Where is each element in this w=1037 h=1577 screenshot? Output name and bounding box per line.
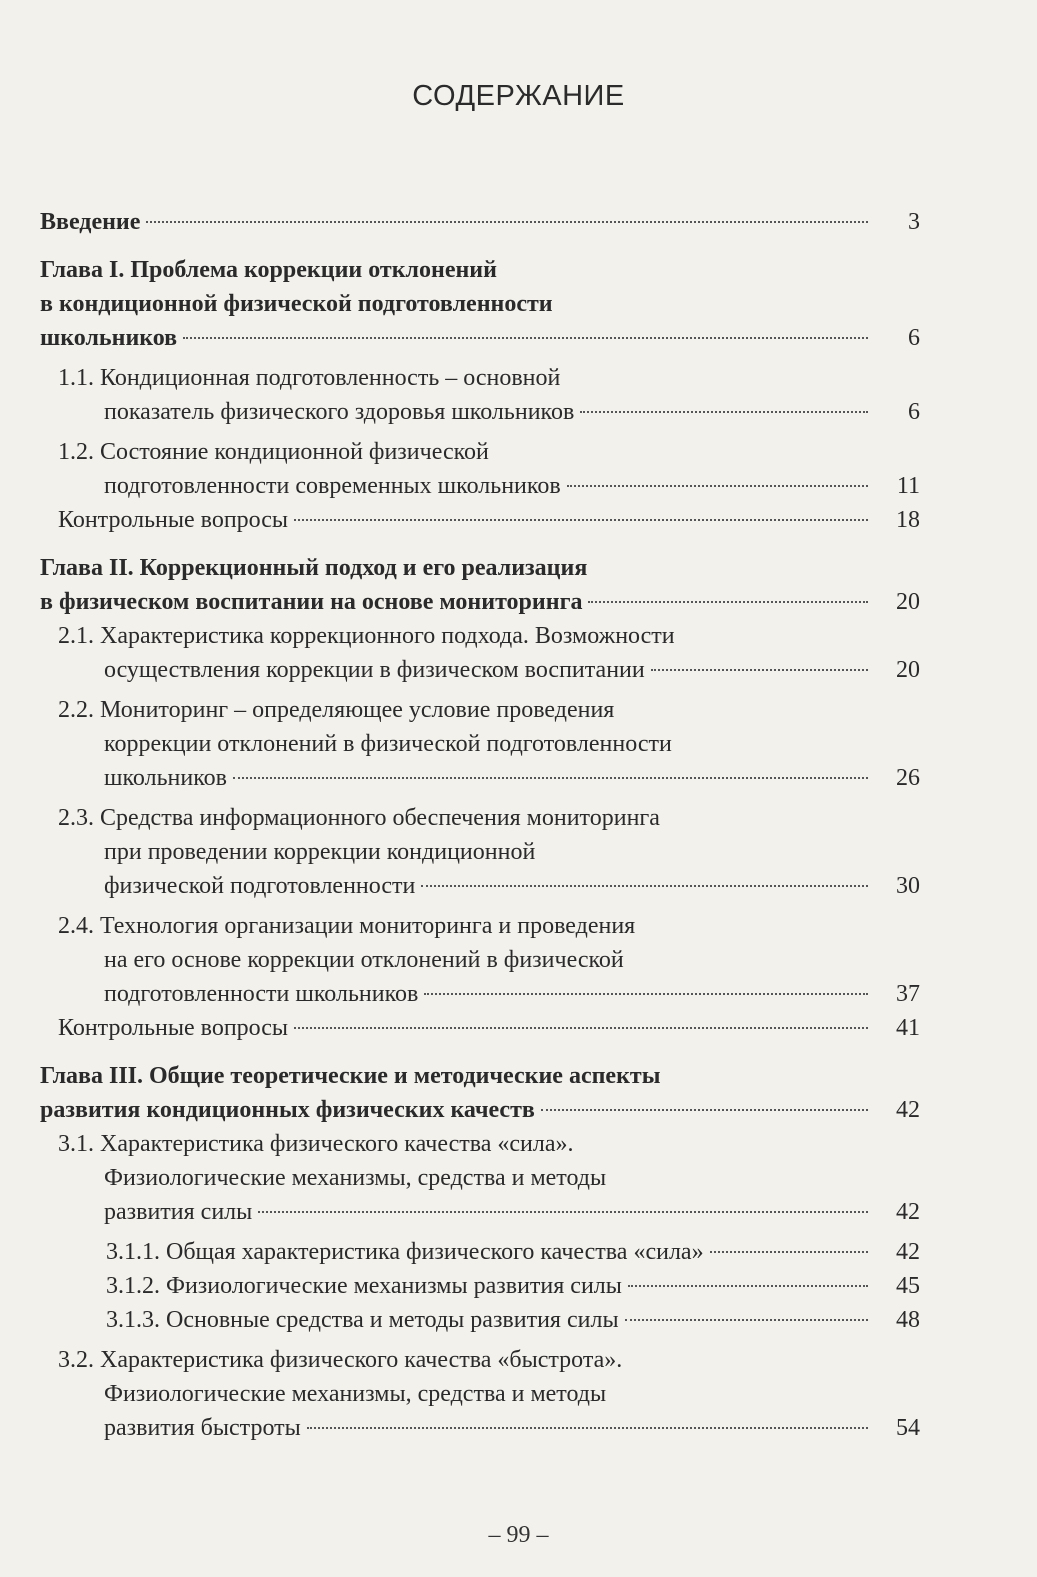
- toc-page-number: 6: [908, 325, 920, 351]
- toc-page-number: 37: [896, 981, 920, 1007]
- dot-leader: [424, 993, 868, 995]
- toc-entry-review-questions-1[interactable]: [40, 503, 920, 537]
- dot-leader: [183, 337, 868, 339]
- dot-leader: [541, 1109, 868, 1111]
- toc-page-number: 26: [896, 765, 920, 791]
- toc-entry-3-1-1[interactable]: [40, 1235, 920, 1269]
- toc-entry-title: подготовленности современных школьников: [104, 473, 561, 499]
- toc-page-number: 11: [896, 473, 920, 499]
- toc-page-number: 30: [896, 873, 920, 899]
- toc-entry-2-1[interactable]: [40, 619, 920, 687]
- toc-page-number: 20: [896, 589, 920, 615]
- toc-entry-title: 3.2. Характеристика физического качества «быстрота».: [58, 1347, 623, 1373]
- toc-entry-title: 3.1.1. Общая характеристика физического качества «сила»: [106, 1239, 704, 1265]
- dot-leader: [628, 1285, 868, 1287]
- dot-leader: [258, 1211, 868, 1213]
- page-number-footer: – 99 –: [488, 1522, 549, 1548]
- toc-entry-title: осуществления коррекции в физическом воспитании: [104, 657, 645, 683]
- toc-entry-title: в кондиционной физической подготовленности: [40, 291, 553, 317]
- dot-leader: [710, 1251, 868, 1253]
- toc-entry-3-1-3[interactable]: [40, 1303, 920, 1337]
- dot-leader: [294, 519, 868, 521]
- toc-page-number: 54: [896, 1415, 920, 1441]
- dot-leader: [146, 221, 868, 223]
- dot-leader: [233, 777, 868, 779]
- toc-entry-title: 3.1. Характеристика физического качества «сила».: [58, 1131, 574, 1157]
- toc-entry-title: 3.1.3. Основные средства и методы развития силы: [106, 1307, 619, 1333]
- toc-entry-1-1[interactable]: [40, 361, 920, 429]
- dot-leader: [421, 885, 868, 887]
- toc-entry-title: развития быстроты: [104, 1415, 301, 1441]
- toc-entry-title: 1.2. Состояние кондиционной физической: [58, 439, 489, 465]
- toc-entry-title: Контрольные вопросы: [58, 507, 289, 533]
- toc-entry-title: Физиологические механизмы, средства и методы: [104, 1165, 607, 1191]
- toc-entry-2-2[interactable]: [40, 693, 920, 795]
- table-of-contents: [40, 205, 920, 1445]
- toc-entry-title: Глава II. Коррекционный подход и его реализация: [40, 555, 588, 581]
- toc-entry-title: Введение: [40, 209, 141, 235]
- toc-entry-title: подготовленности школьников: [104, 981, 419, 1007]
- toc-page-number: 3: [908, 209, 920, 235]
- toc-entry-title: показатель физического здоровья школьников: [104, 399, 575, 425]
- toc-entry-title: 1.1. Кондиционная подготовленность – основной: [58, 365, 561, 391]
- dot-leader: [625, 1319, 868, 1321]
- toc-page-number: 6: [908, 399, 920, 425]
- toc-entry-introduction[interactable]: [40, 205, 920, 239]
- toc-page-number: 41: [896, 1015, 920, 1041]
- toc-entry-title: школьников: [40, 325, 178, 351]
- toc-page-number: 18: [896, 507, 920, 533]
- toc-entry-2-3[interactable]: [40, 801, 920, 903]
- toc-entry-review-questions-2[interactable]: [40, 1011, 920, 1045]
- dot-leader: [307, 1427, 868, 1429]
- dot-leader: [588, 601, 868, 603]
- toc-entry-title: Физиологические механизмы, средства и методы: [104, 1381, 607, 1407]
- toc-entry-title: в физическом воспитании на основе мониторинга: [40, 589, 583, 615]
- toc-entry-title: школьников: [104, 765, 227, 791]
- contents-heading: СОДЕРЖАНИЕ: [412, 80, 625, 112]
- toc-entry-title: 2.2. Мониторинг – определяющее условие проведения: [58, 697, 615, 723]
- toc-entry-chapter-3[interactable]: [40, 1059, 920, 1127]
- toc-entry-title: коррекции отклонений в физической подготовленности: [104, 731, 672, 757]
- toc-entry-title: развития кондиционных физических качеств: [40, 1097, 535, 1123]
- toc-page-number: 42: [896, 1199, 920, 1225]
- dot-leader: [294, 1027, 868, 1029]
- toc-entry-title: Глава III. Общие теоретические и методические аспекты: [40, 1063, 661, 1089]
- toc-entry-1-2[interactable]: [40, 435, 920, 503]
- toc-entry-title: 2.3. Средства информационного обеспечения мониторинга: [58, 805, 660, 831]
- toc-page-number: 20: [896, 657, 920, 683]
- toc-page-number: 42: [896, 1097, 920, 1123]
- toc-entry-3-1-2[interactable]: [40, 1269, 920, 1303]
- toc-entry-title: 2.1. Характеристика коррекционного подхода. Возможности: [58, 623, 675, 649]
- toc-entry-3-1[interactable]: [40, 1127, 920, 1229]
- toc-entry-chapter-1[interactable]: [40, 253, 920, 355]
- toc-entry-title: развития силы: [104, 1199, 253, 1225]
- toc-entry-2-4[interactable]: [40, 909, 920, 1011]
- toc-entry-title: физической подготовленности: [104, 873, 416, 899]
- toc-entry-title: при проведении коррекции кондиционной: [104, 839, 536, 865]
- toc-entry-title: 2.4. Технология организации мониторинга и проведения: [58, 913, 636, 939]
- toc-entry-chapter-2[interactable]: [40, 551, 920, 619]
- dot-leader: [567, 485, 868, 487]
- dot-leader: [651, 669, 868, 671]
- toc-entry-title: Контрольные вопросы: [58, 1015, 289, 1041]
- toc-entry-title: Глава I. Проблема коррекции отклонений: [40, 257, 497, 283]
- toc-entry-3-2[interactable]: [40, 1343, 920, 1445]
- toc-page-number: 45: [896, 1273, 920, 1299]
- toc-page-number: 48: [896, 1307, 920, 1333]
- dot-leader: [580, 411, 868, 413]
- toc-entry-title: 3.1.2. Физиологические механизмы развития силы: [106, 1273, 622, 1299]
- toc-entry-title: на его основе коррекции отклонений в физической: [104, 947, 624, 973]
- toc-page-number: 42: [896, 1239, 920, 1265]
